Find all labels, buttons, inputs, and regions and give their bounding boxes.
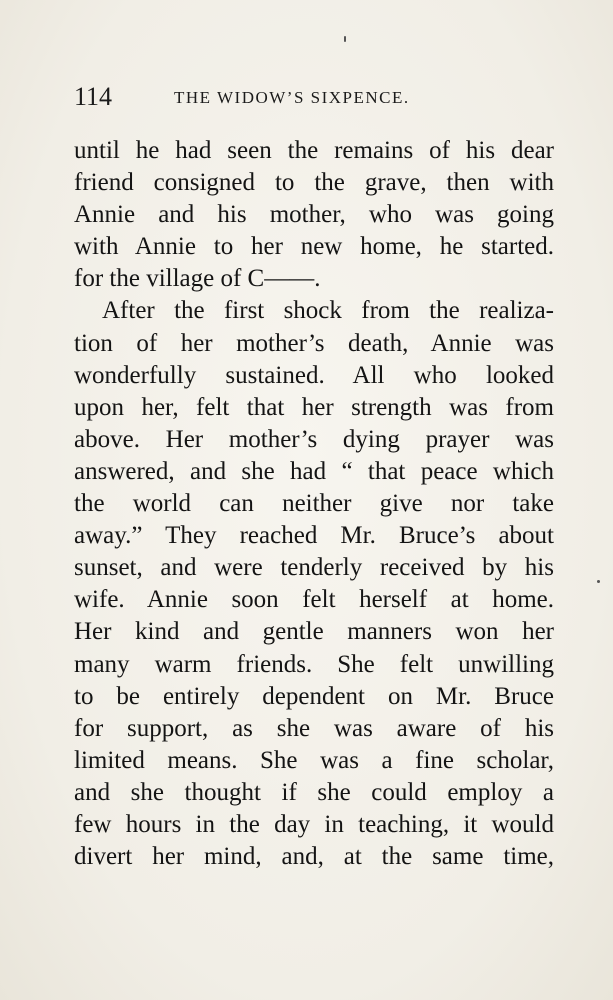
text-line: answered, and she had “ that peace which (74, 457, 554, 485)
text-line: friend consigned to the grave, then with (74, 169, 554, 197)
text-line: sunset, and were tenderly received by his (74, 554, 554, 582)
text-line: until he had seen the remains of his dear (74, 137, 554, 164)
text-line: away.” They reached Mr. Bruce’s about (74, 522, 554, 550)
text-line: above. Her mother’s dying prayer was (74, 425, 554, 453)
text-line: few hours in the day in teaching, it would (74, 810, 554, 838)
text-line: for the village of C——. (74, 265, 321, 293)
text-line: with Annie to her new home, he started. (74, 233, 554, 261)
text-line: for support, as she was aware of his (74, 714, 554, 742)
text-line: many warm friends. She felt unwilling (74, 650, 554, 678)
text-line: the world can neither give nor take (74, 490, 554, 518)
text-line: Her kind and gentle manners won her (74, 618, 554, 646)
text-line: wife. Annie soon felt herself at home. (74, 586, 554, 614)
text-line: Annie and his mother, who was going (74, 201, 554, 229)
running-head (74, 82, 554, 112)
text-line: tion of her mother’s death, Annie was (74, 329, 554, 357)
text-line: wonderfully sustained. All who looked (74, 361, 554, 389)
text-line: limited means. She was a fine scholar, (74, 746, 554, 774)
page-body-text (74, 135, 554, 873)
text-line: and she thought if she could employ a (74, 778, 554, 806)
text-line: upon her, felt that her strength was from (74, 393, 554, 421)
ink-speck (597, 580, 600, 583)
text-line: to be entirely dependent on Mr. Bruce (74, 682, 554, 710)
page-number: 114 (74, 82, 113, 111)
text-line: divert her mind, and, at the same time, (74, 843, 554, 871)
text-line-paragraph-start: After the first shock from the realiza- (102, 297, 554, 325)
ink-speck (344, 36, 346, 42)
running-title: THE WIDOW’S SIXPENCE. (174, 88, 410, 107)
